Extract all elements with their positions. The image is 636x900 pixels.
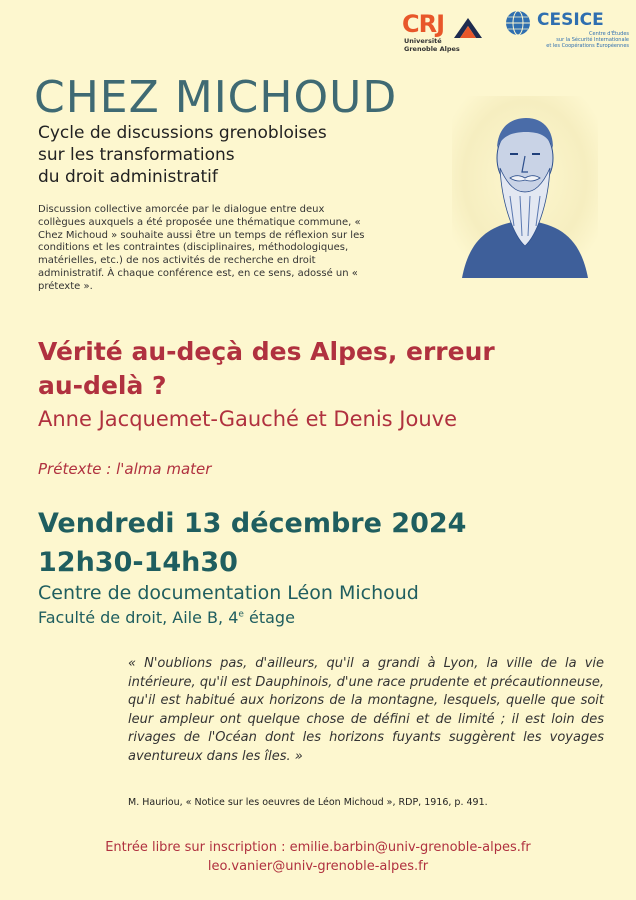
crj-logo-letters: CRJ <box>402 10 445 38</box>
event-floor-sup: e <box>238 609 244 620</box>
crj-logo-line2: Grenoble Alpes <box>404 44 460 53</box>
talk-title-line: au-delà ? <box>38 371 167 400</box>
talk-speakers: Anne Jacquemet-Gauché et Denis Jouve <box>38 407 457 431</box>
event-date: Vendredi 13 décembre 2024 <box>38 508 467 539</box>
crj-logo-line1: Université <box>404 37 442 45</box>
crj-logo <box>402 10 494 56</box>
cesice-logo-line3: et les Coopérations Européennes <box>546 43 629 49</box>
portrait-image <box>452 96 598 278</box>
cesice-logo-name: CESICE <box>537 10 604 30</box>
subtitle-line: Cycle de discussions grenobloises <box>38 123 327 143</box>
event-floor-prefix: Faculté de droit, Aile B, 4 <box>38 608 239 627</box>
subtitle-line: du droit administratif <box>38 167 218 187</box>
page-title: CHEZ MICHOUD <box>34 72 398 123</box>
cesice-logo-subtitle <box>511 31 629 49</box>
event-place: Centre de documentation Léon Michoud <box>38 582 419 604</box>
contact-line: leo.vanier@univ-grenoble-alpes.fr <box>207 859 429 874</box>
crj-logo-subtitle <box>404 38 460 53</box>
event-time: 12h30-14h30 <box>38 547 238 578</box>
subtitle-line: sur les transformations <box>38 145 235 165</box>
intro-paragraph: Discussion collective amorcée par le dialogue entre deux collègues auxquels a été proposée une thématique commune, « Chez Michoud » souhaite aussi être un temps de réflexion sur les conditions et les contraintes (disciplinaires, méthodologiques, matérielles, etc.) de nos activités de recherche en droit administratif. À chaque conférence est, en ce sens, adossé un « prétexte ». <box>38 204 365 292</box>
quote-text: « N'oublions pas, d'ailleurs, qu'il a grandi à Lyon, la ville de la vie intérieure, qu'il est Dauphinois, d'une race prudente et précautionneuse, qu'il est habitué aux horizons de la montagne, lesquels, quelle que soit leur ampleur ont quelque chose de défini et de limité ; il est loin des rivages de l'Océan dont les horizons fuyants suggèrent les voyages aventureux dans les îles. » <box>128 656 604 764</box>
quote-source: M. Hauriou, « Notice sur les oeuvres de Léon Michoud », RDP, 1916, p. 491. <box>128 797 488 808</box>
talk-title <box>38 335 598 403</box>
event-floor-suffix: étage <box>243 608 295 627</box>
cesice-logo-line1: Centre d'Études <box>589 31 629 37</box>
cesice-logo <box>505 8 630 58</box>
talk-pretext: Prétexte : l'alma mater <box>38 460 212 478</box>
page-subtitle <box>38 122 408 188</box>
cesice-logo-line2: sur la Sécurité Internationale <box>556 37 629 43</box>
talk-title-line: Vérité au-deçà des Alpes, erreur <box>38 337 495 366</box>
crj-triangle-icon <box>452 16 484 40</box>
contact-line: Entrée libre sur inscription : emilie.barbin@univ-grenoble-alpes.fr <box>105 840 531 855</box>
event-floor <box>38 608 295 627</box>
